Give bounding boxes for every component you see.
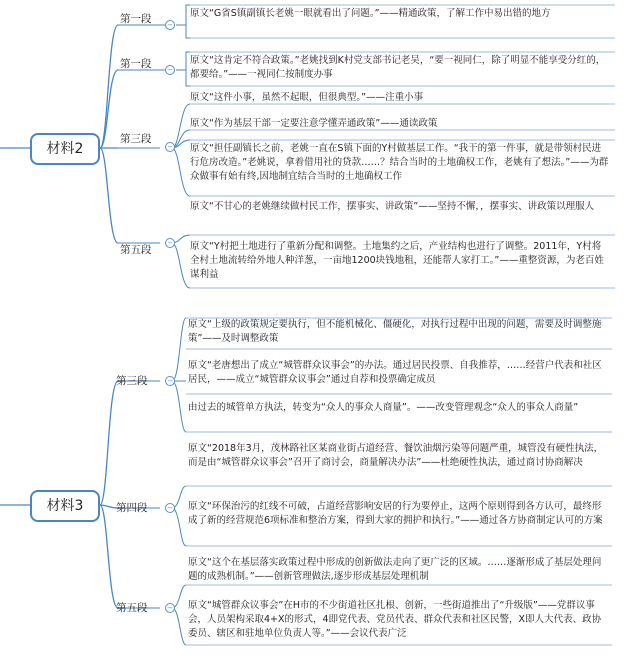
collapse-toggle-icon[interactable]: − (165, 65, 175, 75)
section-node[interactable]: 第三段 (116, 375, 148, 387)
section-node[interactable]: 第一段 (120, 58, 152, 70)
collapse-toggle-icon[interactable]: − (165, 238, 175, 248)
leaf-node[interactable]: 原文“2018年3月，茂林路社区某商业街占道经营、餐饮油烟污染等问题严重，城管没有硬性执法，而是由“城管群众议事会”召开了商讨会，商量解决办法”——杜绝硬性执法，通过商讨协商解决 (188, 443, 604, 468)
leaf-node[interactable]: 原文“老唐想出了成立“城管群众议事会”的办法。通过居民投票、自我推荐，……经营户代表和社区居民，——成立“城管群众议事会”通过自荐和投票确定成员 (188, 360, 602, 385)
section-node[interactable]: 第一段 (120, 13, 152, 25)
leaf-node[interactable]: 原文“Y村把土地进行了重新分配和调整。土地集约之后，产业结构也进行了调整。2011年，Y村将全村土地流转给外地人种洋葱，一亩地1200块钱地租，还能帮人家打工。”——重整资源，为老百姓谋利益 (190, 241, 604, 280)
section-node[interactable]: 第四段 (116, 502, 148, 514)
collapse-toggle-icon[interactable]: − (165, 20, 175, 30)
leaf-node[interactable]: 原文“环保治污的红线不可破，占道经营影响安居的行为要停止，这两个原则得到各方认可，最终形成了新的经营规范6项标准和整治方案，得到大家的拥护和执行。”——通过各方协商制定认可的方案 (188, 501, 603, 526)
leaf-node[interactable]: 原文“这件小事，虽然不起眼，但很典型。”——注重小事 (190, 92, 424, 103)
root-node-material-2[interactable]: 材料2 (30, 133, 100, 165)
leaf-node[interactable]: 由过去的城管单方执法，转变为“众人的事众人商量”。——改变管理观念“众人的事众人商量” (188, 402, 579, 413)
section-node[interactable]: 第三段 (120, 133, 152, 145)
collapse-toggle-icon[interactable]: − (165, 142, 175, 152)
collapse-toggle-icon[interactable]: − (165, 376, 175, 386)
leaf-node[interactable]: 原文“作为基层干部一定要注意学懂弄通政策”——通读政策 (190, 118, 438, 129)
collapse-toggle-icon[interactable]: − (165, 603, 175, 613)
leaf-node[interactable]: 原文“城管群众议事会”在H市的不少街道社区扎根、创新，一些街道推出了“升级版”——党群议事会，人员架构采取4+X的形式，4即党代表、党员代表、群众代表和社区民警，X即人大代表、政协委员、辖区和驻地单位负责人等。”——会议代表广泛 (188, 600, 602, 639)
leaf-node[interactable]: 原文“这个在基层落实政策过程中形成的创新做法走向了更广泛的区域。……逐渐形成了基层处理问题的成熟机制。”——创新管理做法,逐步形成基层处理机制 (188, 557, 602, 582)
collapse-toggle-icon[interactable]: − (165, 503, 175, 513)
leaf-node[interactable]: 原文“这肯定不符合政策。”老姚找到K村党支部书记老吴，“要一视同仁，除了明显不能享受分红的，都要给。”——一视同仁按制度办事 (190, 55, 606, 80)
root-node-material-3[interactable]: 材料3 (30, 490, 100, 522)
leaf-node[interactable]: 原文“G省S镇副镇长老姚一眼就看出了问题。”——精通政策，了解工作中易出错的地方 (190, 8, 551, 19)
section-node[interactable]: 第五段 (120, 244, 152, 256)
leaf-node[interactable]: 原文“担任副镇长之前，老姚一直在S镇下面的Y村做基层工作。“我干的第一件事，就是带领村民进行危房改造。”老姚说，拿着借用社的贷款……？结合当时的土地确权工作，老姚有了想法。”——为群众做事有始有终,因地制宜结合当时的土地确权工作 (190, 143, 609, 182)
leaf-node[interactable]: 原文“上级的政策规定要执行，但不能机械化、僵硬化，对执行过程中出现的问题，需要及时调整施策”——及时调整政策 (188, 319, 602, 344)
section-node[interactable]: 第五段 (116, 602, 148, 614)
leaf-node[interactable]: 原文“不甘心的老姚继续做村民工作，摆事实、讲政策”——坚持不懈，，摆事实、讲政策以理服人 (190, 201, 595, 212)
